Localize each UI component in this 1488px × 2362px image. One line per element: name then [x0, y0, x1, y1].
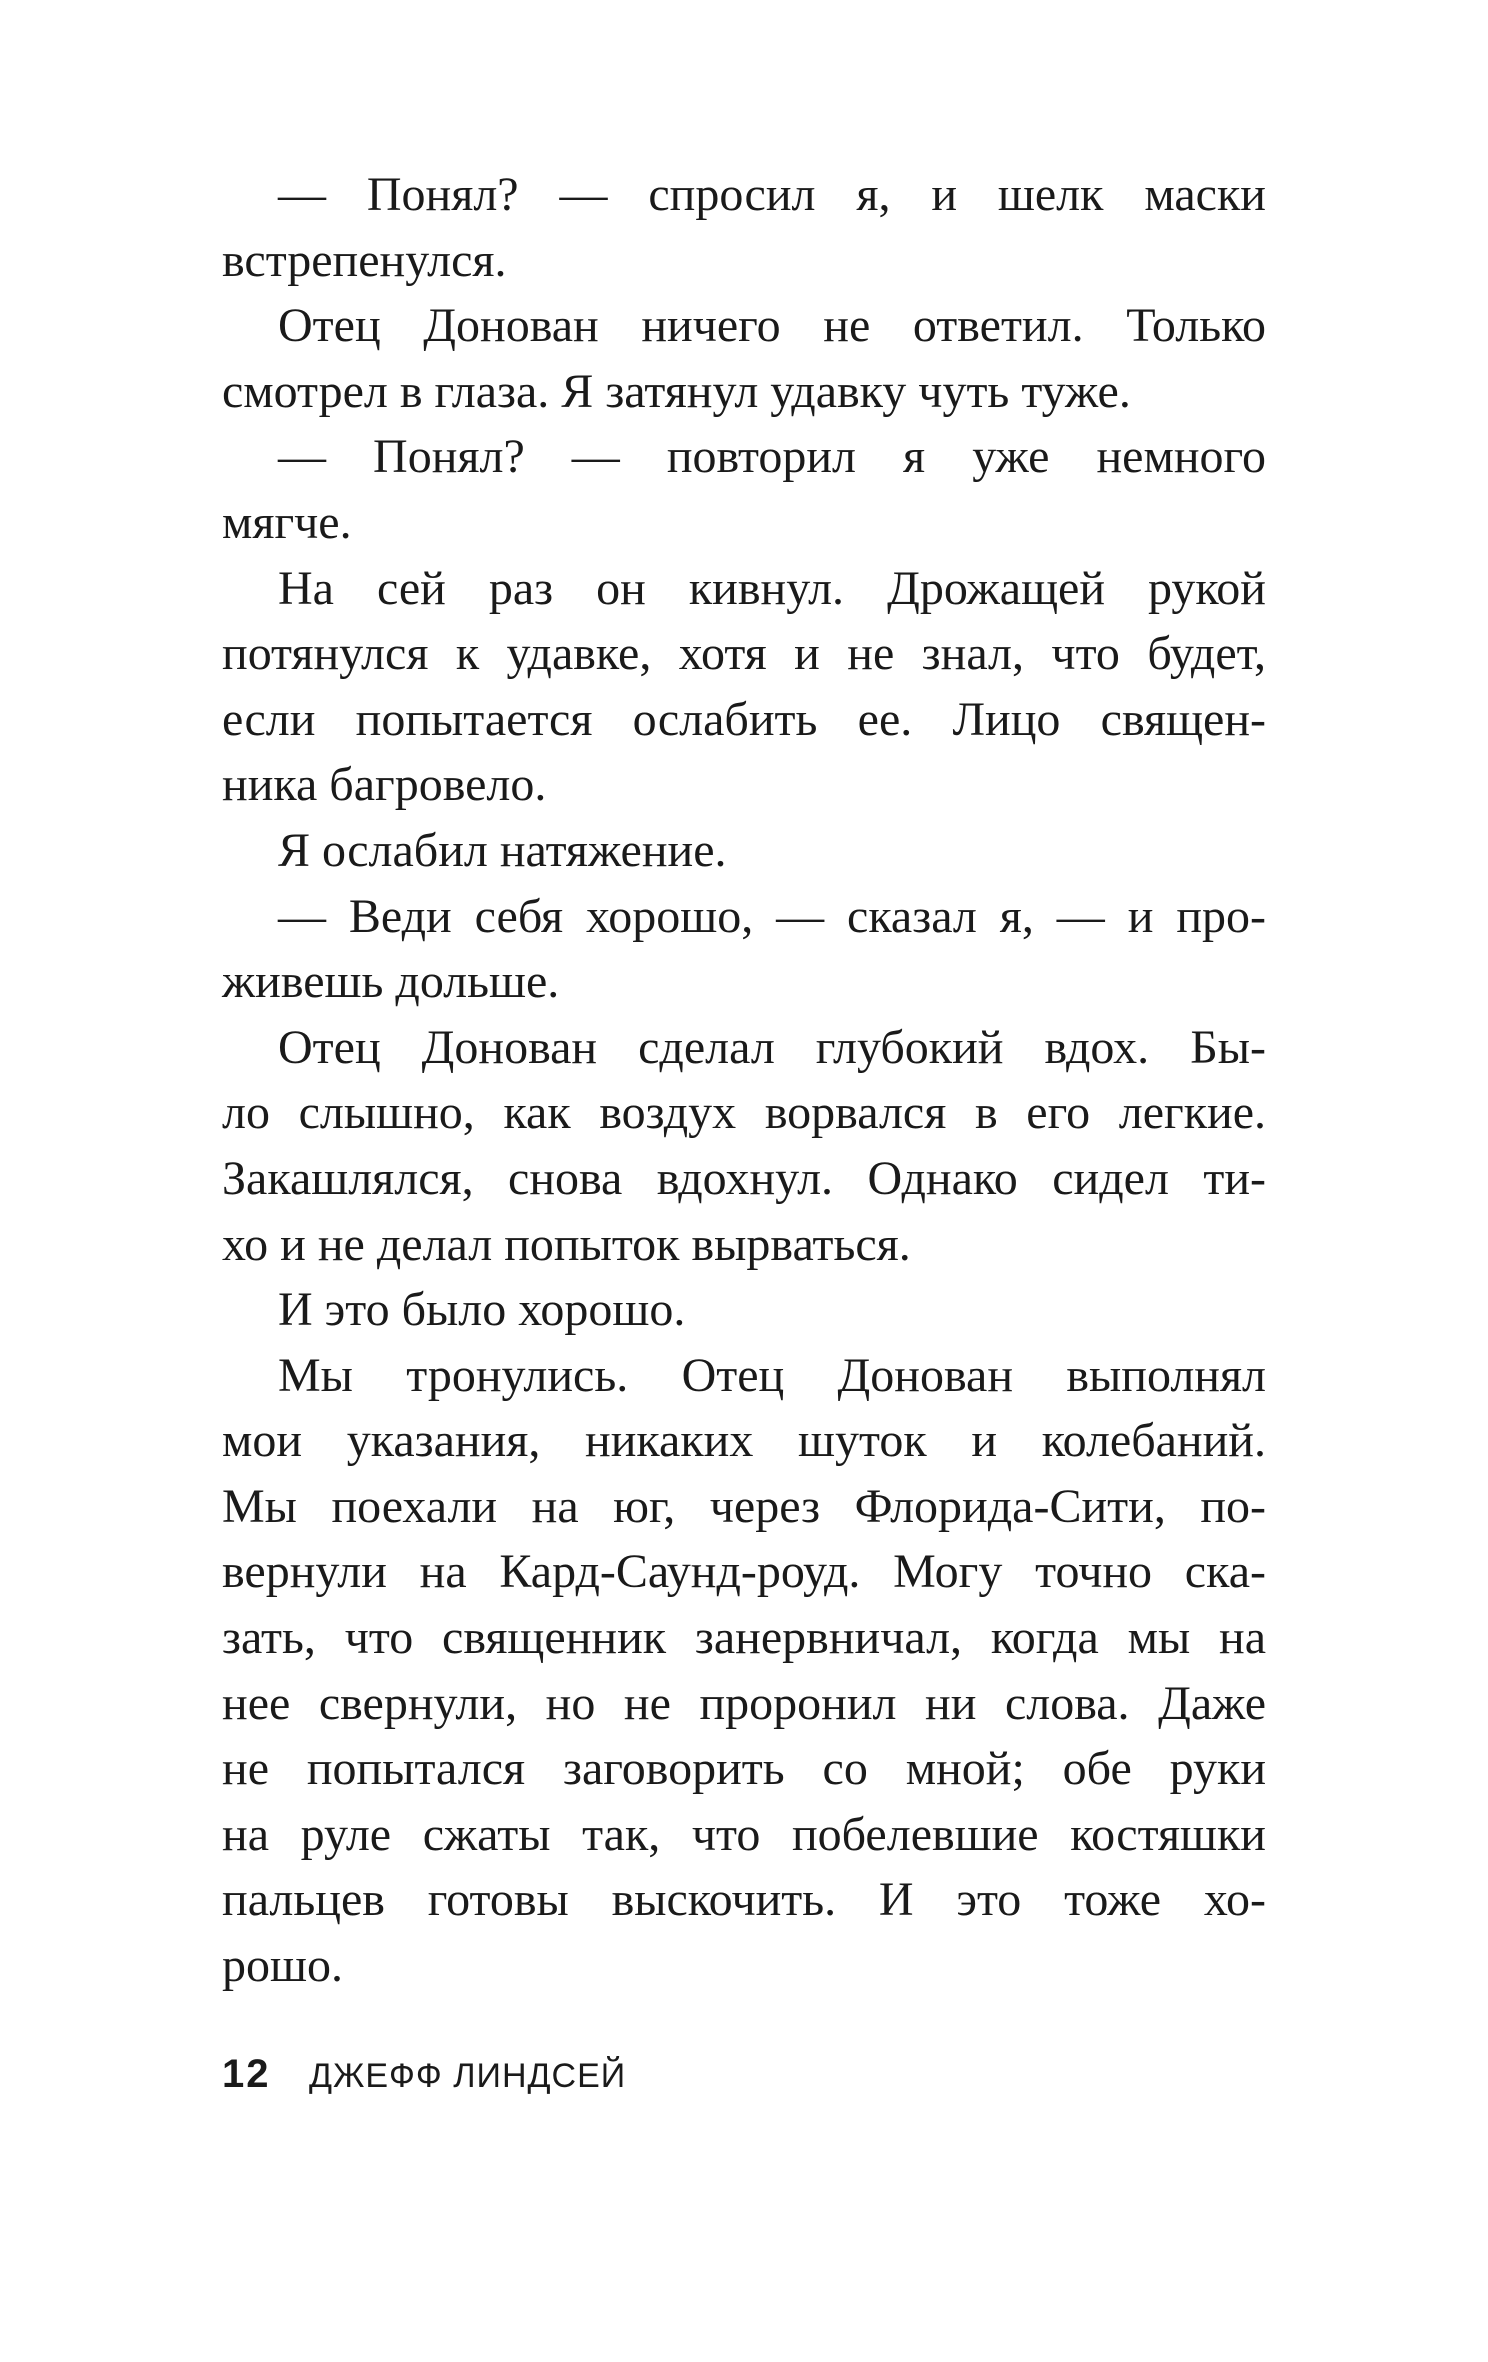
text-line: живешь дольше. — [222, 955, 560, 1009]
text-line: зать, что священник занервничал, когда мы на — [222, 1611, 1266, 1665]
text-line: Отец Донован ничего не ответил. Только — [278, 299, 1266, 353]
body-text — [222, 162, 1266, 1999]
text-line: смотрел в глаза. Я затянул удавку чуть туже. — [222, 364, 1131, 418]
text-line: И это было хорошо. — [278, 1283, 686, 1337]
text-line: — Понял? — повторил я уже немного — [278, 430, 1266, 484]
text-line: рошо. — [222, 1939, 343, 1993]
text-line: — Веди себя хорошо, — сказал я, — и про- — [278, 889, 1266, 943]
text-line: встрепенулся. — [222, 233, 507, 287]
text-line: не попытался заговорить со мной; обе руки — [222, 1742, 1266, 1796]
page-number: 12 — [222, 2052, 271, 2096]
text-line: ника багровело. — [222, 758, 547, 812]
text-line: нее свернули, но не проронил ни слова. Даже — [222, 1676, 1266, 1730]
text-line: если попытается ослабить ее. Лицо священ- — [222, 692, 1266, 746]
text-line: На сей раз он кивнул. Дрожащей рукой — [278, 561, 1266, 615]
text-line: вернули на Кард-Саунд-роуд. Могу точно ска- — [222, 1545, 1266, 1599]
text-line: пальцев готовы выскочить. И это тоже хо- — [222, 1873, 1266, 1927]
text-line: мягче. — [222, 495, 352, 549]
text-line: Я ослабил натяжение. — [278, 823, 727, 877]
text-line: на руле сжаты так, что побелевшие костяшки — [222, 1807, 1266, 1861]
page-footer — [222, 2052, 626, 2112]
text-line: потянулся к удавке, хотя и не знал, что будет, — [222, 627, 1266, 681]
text-line: Мы тронулись. Отец Донован выполнял — [278, 1348, 1266, 1402]
text-line: ло слышно, как воздух ворвался в его легкие. — [222, 1086, 1266, 1140]
text-line: — Понял? — спросил я, и шелк маски — [278, 168, 1266, 221]
running-head-author: ДЖЕФФ ЛИНДСЕЙ — [308, 2057, 627, 2095]
text-line: мои указания, никаких шуток и колебаний. — [222, 1414, 1266, 1468]
text-line: хо и не делал попыток вырваться. — [222, 1217, 911, 1271]
text-line: Отец Донован сделал глубокий вдох. Бы- — [278, 1020, 1266, 1074]
text-line: Закашлялся, снова вдохнул. Однако сидел ти- — [222, 1151, 1266, 1205]
text-line: Мы поехали на юг, через Флорида-Сити, по- — [222, 1479, 1266, 1533]
